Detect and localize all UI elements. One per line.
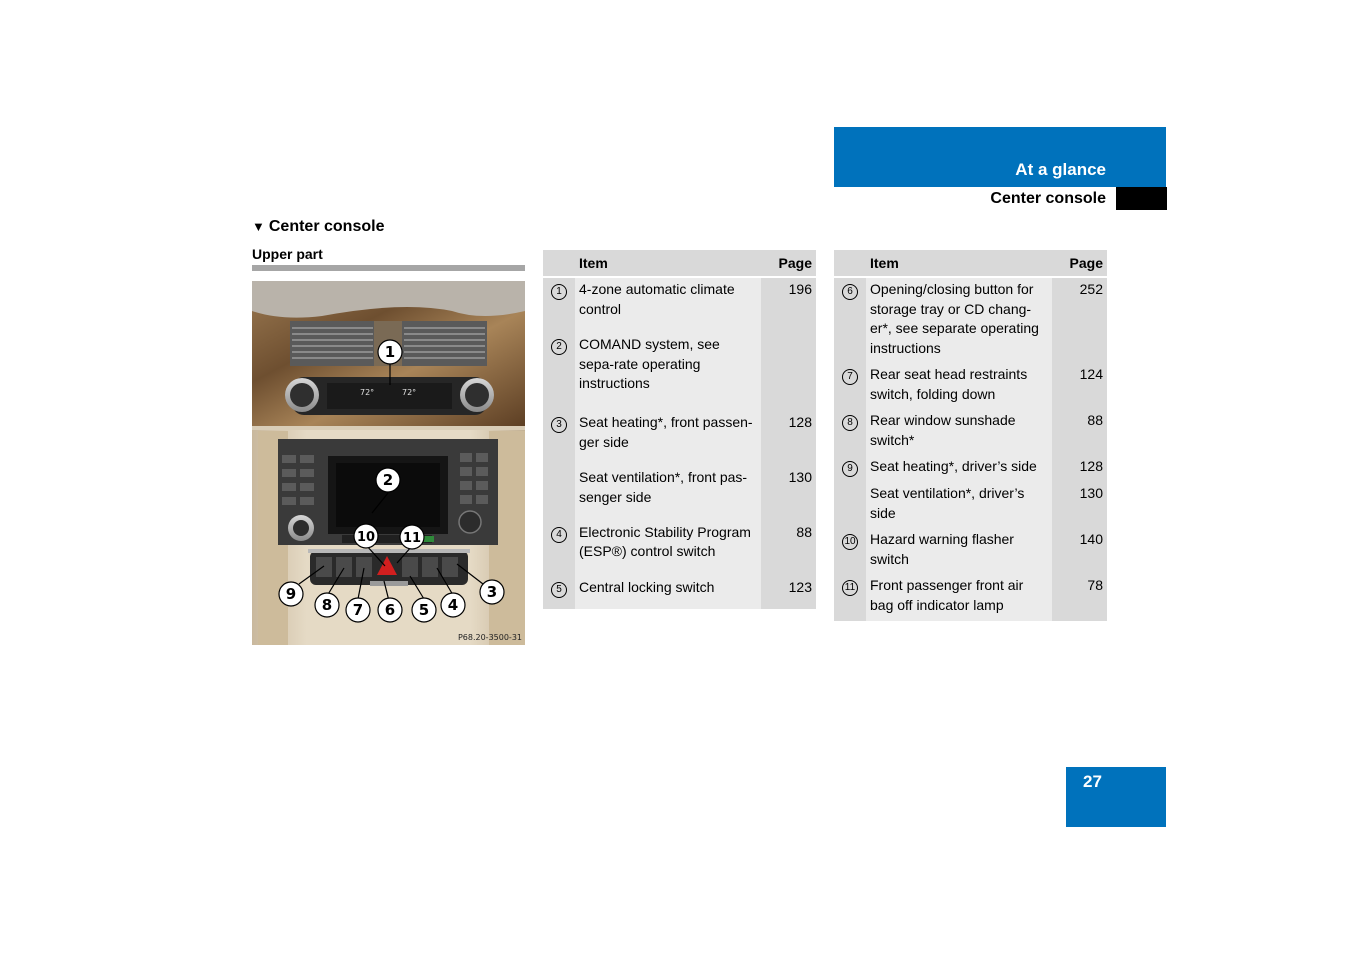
center-console-photo: [252, 281, 525, 645]
item-description: Seat heating*, driver’s side: [866, 455, 1052, 482]
item-number-badge: 2: [551, 339, 567, 355]
item-description: Seat ventilation*, driver’s side: [866, 482, 1052, 528]
page-number: 27: [1083, 772, 1102, 791]
callout-7: [346, 598, 370, 622]
svg-text:6: 6: [384, 601, 396, 619]
svg-text:5: 5: [418, 601, 430, 619]
subsection-title: Upper part: [252, 246, 323, 262]
row-number-cell: [543, 576, 575, 608]
climate-display-left: 72°: [360, 388, 375, 397]
item-description: Opening/closing button for storage tray or CD chang-er*, see separate operating instructions: [866, 277, 1052, 363]
item-page: 130: [1052, 482, 1107, 528]
callout-6: [378, 598, 402, 622]
svg-text:1: 1: [384, 343, 396, 361]
table-row: [834, 455, 1107, 482]
triangle-icon: ▼: [252, 219, 265, 234]
table-row: [543, 411, 816, 466]
svg-text:7: 7: [352, 601, 364, 619]
callout-9: [279, 582, 303, 606]
item-number-badge: 4: [551, 527, 567, 543]
row-number-cell: [543, 333, 575, 411]
item-page: 140: [1052, 528, 1107, 574]
svg-text:9: 9: [285, 585, 297, 603]
item-description: Hazard warning flasher switch: [866, 528, 1052, 574]
table-filler-row: [834, 620, 1107, 621]
item-page: 78: [1052, 574, 1107, 620]
items-table-left: [543, 250, 816, 609]
callout-2: [376, 468, 400, 492]
table-row: [834, 277, 1107, 363]
item-page: [761, 333, 816, 411]
svg-text:11: 11: [402, 531, 422, 546]
item-number-badge: 6: [842, 284, 858, 300]
row-number-cell: [834, 455, 866, 482]
item-page: 252: [1052, 277, 1107, 363]
table-row: [834, 528, 1107, 574]
item-page: 128: [1052, 455, 1107, 482]
callout-5: [412, 598, 436, 622]
table-row: [543, 277, 816, 333]
item-page: 88: [761, 521, 816, 576]
table-row: [543, 521, 816, 576]
page-number-box: [1066, 767, 1166, 827]
table-filler-row: [543, 608, 816, 609]
table-header: [543, 250, 816, 277]
item-page: 130: [761, 466, 816, 521]
header-page: Page: [1052, 250, 1107, 277]
svg-text:2: 2: [382, 471, 394, 489]
table-row: [834, 574, 1107, 620]
item-number-badge: 7: [842, 369, 858, 385]
svg-text:8: 8: [321, 596, 333, 614]
item-number-badge: 1: [551, 284, 567, 300]
row-number-cell: [834, 574, 866, 620]
item-page: 128: [761, 411, 816, 466]
item-number-badge: 3: [551, 417, 567, 433]
item-number-badge: 5: [551, 582, 567, 598]
item-description: 4-zone automatic climate control: [575, 277, 761, 333]
callout-1: [378, 340, 402, 364]
item-description: Front passenger front air bag off indicator lamp: [866, 574, 1052, 620]
callout-4: [441, 593, 465, 617]
item-page: 123: [761, 576, 816, 608]
item-page: 88: [1052, 409, 1107, 455]
row-number-cell: [834, 482, 866, 528]
item-description: Rear seat head restraints switch, folding down: [866, 363, 1052, 409]
svg-text:4: 4: [447, 596, 459, 614]
item-description: Electronic Stability Program (ESP®) control switch: [575, 521, 761, 576]
callout-3: [480, 580, 504, 604]
callout-11: [400, 525, 424, 549]
section-marker: [1116, 187, 1167, 210]
row-number-cell: [834, 363, 866, 409]
svg-text:3: 3: [486, 583, 498, 601]
section-title: [252, 218, 384, 236]
climate-display-right: 72°: [402, 388, 417, 397]
callout-10: [354, 524, 378, 548]
header-num: [543, 250, 575, 277]
item-page: 196: [761, 277, 816, 333]
row-number-cell: [834, 277, 866, 363]
row-number-cell: [834, 528, 866, 574]
table-header: [834, 250, 1107, 277]
row-number-cell: [834, 409, 866, 455]
item-description: Rear window sunshade switch*: [866, 409, 1052, 455]
item-number-badge: 8: [842, 415, 858, 431]
row-number-cell: [543, 521, 575, 576]
table-row: [834, 482, 1107, 528]
item-number-badge: 9: [842, 461, 858, 477]
section-title-text: Center console: [268, 218, 385, 235]
item-description: Seat ventilation*, front pas-senger side: [575, 466, 761, 521]
table-row: [543, 466, 816, 521]
header-item: Item: [575, 250, 761, 277]
item-description: Seat heating*, front passen-ger side: [575, 411, 761, 466]
chapter-title: At a glance: [1015, 160, 1106, 179]
item-number-badge: 11: [842, 580, 858, 596]
items-table-right: [834, 250, 1107, 621]
table-row: [543, 333, 816, 411]
chapter-tab: [834, 127, 1166, 187]
header-item: Item: [866, 250, 1052, 277]
item-page: 124: [1052, 363, 1107, 409]
svg-text:10: 10: [356, 530, 376, 545]
table-row: [834, 363, 1107, 409]
row-number-cell: [543, 277, 575, 333]
row-number-cell: [543, 466, 575, 521]
header-page: Page: [761, 250, 816, 277]
figure-code: P68.20-3500-31: [457, 633, 522, 642]
table-row: [834, 409, 1107, 455]
header-num: [834, 250, 866, 277]
table-row: [543, 576, 816, 608]
item-description: Central locking switch: [575, 576, 761, 608]
item-number-badge: 10: [842, 534, 858, 550]
section-header: Center console: [990, 190, 1106, 207]
subsection-rule: [252, 265, 525, 271]
callout-8: [315, 593, 339, 617]
item-description: COMAND system, see sepa-rate operating instructions: [575, 333, 761, 411]
row-number-cell: [543, 411, 575, 466]
